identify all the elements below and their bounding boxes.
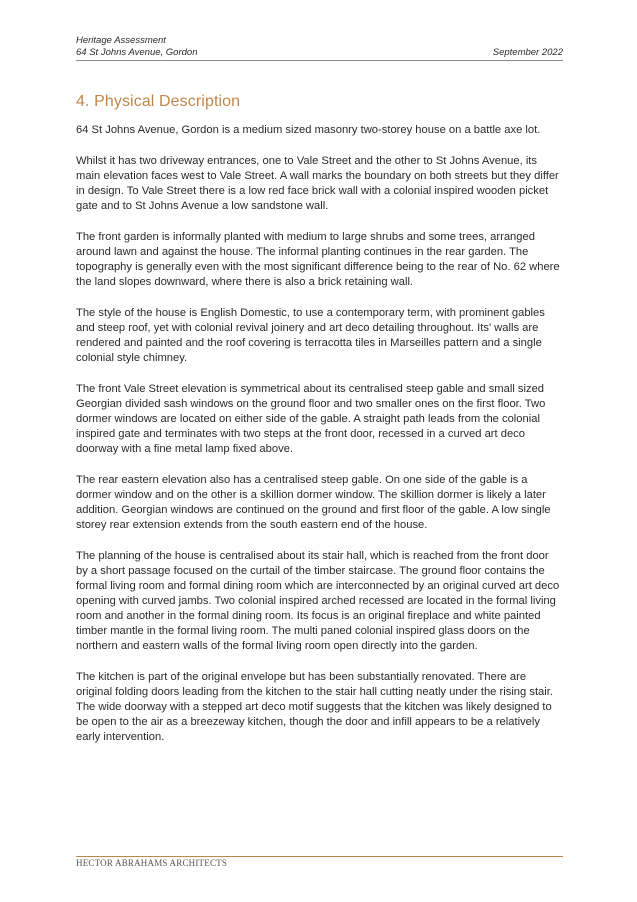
header-doc-type: Heritage Assessment xyxy=(76,35,166,46)
header-divider xyxy=(76,60,563,61)
paragraph: Whilst it has two driveway entrances, one to Vale Street and the other to St Johns Avenue, its main elevation faces west to Vale Street. A wall marks the boundary on both streets but they differ in design. To Vale Street there is a low red face brick wall with a colonial inspired wooden picket gate and to St Johns Avenue a low sandstone wall. xyxy=(76,155,559,212)
section-title: 4. Physical Description xyxy=(76,93,241,110)
header-left xyxy=(76,35,197,58)
paragraph: The style of the house is English Domestic, to use a contemporary term, with prominent gables and steep roof, yet with colonial revival joinery and art deco detailing throughout. Its' walls are rendered and painted and the roof covering is terracotta tiles in Marseilles pattern and a single colonial style chimney. xyxy=(76,307,545,364)
page-header xyxy=(76,35,563,61)
paragraph: The planning of the house is centralised about its stair hall, which is reached from the front door by a short passage focused on the curtail of the timber staircase. The ground floor contains the formal living room and formal dining room which are interconnected by an original curved art deco opening with curved jambs. Two colonial inspired arched recessed are located in the formal living room and another in the formal dining room. Its focus is an original fireplace and white painted timber mantle in the formal living room. The multi paned colonial inspired glass doors on the northern and eastern walls of the formal living room open directly into the garden. xyxy=(76,550,560,652)
paragraph: The kitchen is part of the original envelope but has been substantially renovated. There are original folding doors leading from the kitchen to the stair hall cutting neatly under the rising stair. The wide doorway with a stepped art deco motif suggests that the kitchen was likely designed to be open to the air as a breezeway kitchen, though the door and infill appears to be a relatively early intervention. xyxy=(76,671,553,743)
paragraph: The front garden is informally planted with medium to large shrubs and some trees, arranged around lawn and against the house. The informal planting continues in the rear garden. The topography is generally even with the most significant difference being to the rear of No. 62 where the land slopes downward, where there is also a brick retaining wall. xyxy=(76,231,560,288)
footer-divider xyxy=(76,856,563,857)
paragraph: 64 St Johns Avenue, Gordon is a medium sized masonry two-storey house on a battle axe lot. xyxy=(76,124,541,136)
header-date: September 2022 xyxy=(492,46,563,58)
footer-firm-name: HECTOR ABRAHAMS ARCHITECTS xyxy=(76,858,228,868)
body-text xyxy=(76,123,563,761)
paragraph: The rear eastern elevation also has a centralised steep gable. On one side of the gable is a dormer window and on the other is a skillion dormer window. The skillion dormer is likely a later addition. Georgian windows are continued on the ground and first floor of the gable. A low single storey rear extension extends from the south eastern end of the house. xyxy=(76,474,551,531)
header-address: 64 St Johns Avenue, Gordon xyxy=(76,46,198,58)
paragraph: The front Vale Street elevation is symmetrical about its centralised steep gable and small sized Georgian divided sash windows on the ground floor and two smaller ones on the first floor. Two dormer windows are located on either side of the gable. A straight path leads from the colonial inspired gate and terminates with two steps at the front door, recessed in a curved art deco doorway with a fine metal lamp fixed above. xyxy=(76,383,546,455)
